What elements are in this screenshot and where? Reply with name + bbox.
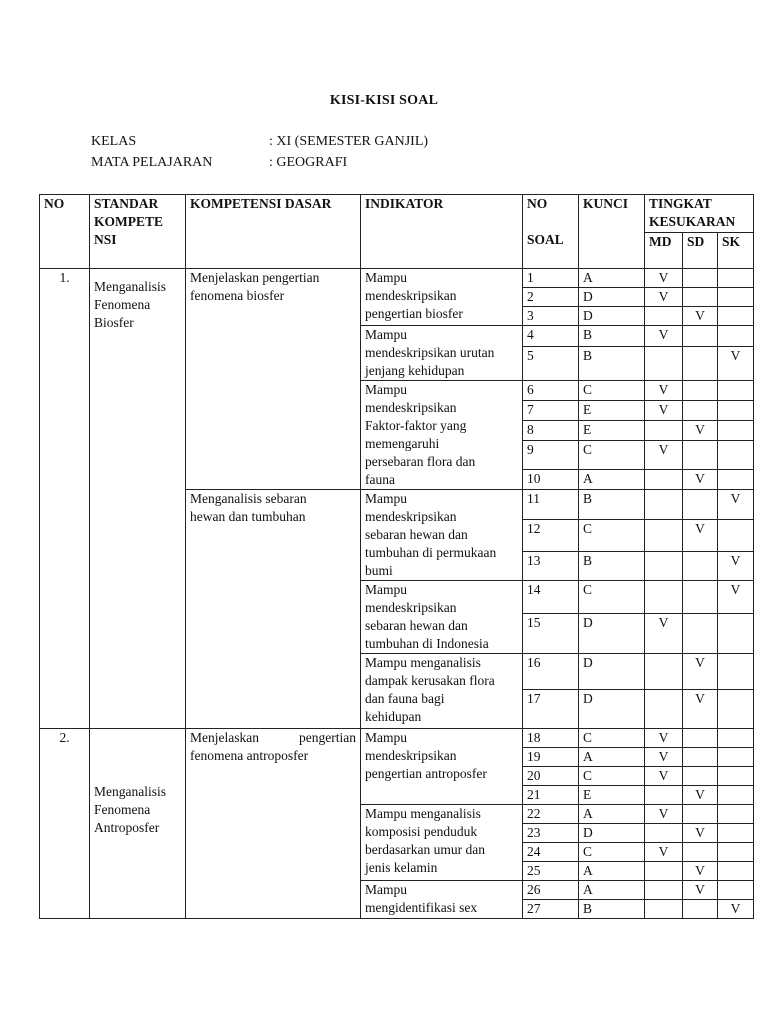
kunci-cell: D	[579, 690, 645, 729]
sk-cell	[718, 824, 754, 843]
sd-cell	[683, 767, 718, 786]
indikator	[361, 881, 523, 919]
text-line: Mampu	[365, 730, 407, 745]
md-cell: V	[645, 326, 683, 347]
kunci-cell: B	[579, 326, 645, 347]
indikator	[361, 654, 523, 729]
no-soal-cell: 15	[523, 613, 579, 653]
table-row	[40, 729, 754, 748]
no-soal-cell: 13	[523, 552, 579, 581]
text-line: mengidentifikasi sex	[365, 900, 478, 915]
text-line: Antroposfer	[94, 820, 160, 835]
kunci-cell: C	[579, 381, 645, 401]
kunci-cell: C	[579, 519, 645, 551]
sk-cell	[718, 767, 754, 786]
kunci-cell: E	[579, 786, 645, 805]
text-line: Fenomena	[94, 297, 151, 312]
kunci-cell: D	[579, 307, 645, 326]
sk-cell	[718, 326, 754, 347]
kunci-cell: E	[579, 421, 645, 441]
sk-cell	[718, 307, 754, 326]
kunci-cell: D	[579, 824, 645, 843]
text-line: sebaran hewan dan	[365, 527, 468, 542]
no-soal-cell: 14	[523, 581, 579, 614]
kunci-cell: B	[579, 900, 645, 919]
sd-cell	[683, 326, 718, 347]
sk-cell: V	[718, 346, 754, 380]
text-line: mendeskripsikan	[365, 400, 457, 415]
no-soal-cell: 11	[523, 490, 579, 520]
header-standar-kompetensi: STANDAR KOMPETE NSI	[90, 195, 186, 269]
sk-cell: V	[718, 490, 754, 520]
sk-cell	[718, 288, 754, 307]
no-soal-cell: 9	[523, 441, 579, 470]
meta-mata-pelajaran	[91, 155, 347, 171]
text-line: komposisi penduduk	[365, 824, 478, 839]
sd-cell	[683, 805, 718, 824]
kunci-cell: C	[579, 581, 645, 614]
sk-cell	[718, 786, 754, 805]
text-line: pengertian biosfer	[365, 306, 463, 321]
sd-cell	[683, 441, 718, 470]
md-cell: V	[645, 843, 683, 862]
sk-cell	[718, 519, 754, 551]
no-soal-cell: 24	[523, 843, 579, 862]
text-line: Menjelaskan pengertian	[190, 730, 356, 745]
sk-cell	[718, 843, 754, 862]
standar-kompetensi	[90, 269, 186, 729]
sd-cell: V	[683, 469, 718, 489]
md-cell	[645, 900, 683, 919]
header-tingkat-kesukaran: TINGKAT KESUKARAN	[645, 195, 754, 233]
no-soal-cell: 8	[523, 421, 579, 441]
kompetensi-dasar	[186, 490, 361, 729]
sd-cell: V	[683, 307, 718, 326]
text-line: Mampu	[365, 582, 407, 597]
text-line: dan fauna bagi	[365, 691, 445, 706]
text-line: jenjang kehidupan	[365, 363, 465, 378]
text-line: Faktor-faktor yang	[365, 418, 467, 433]
no-soal-cell: 23	[523, 824, 579, 843]
header-md: MD	[645, 233, 683, 269]
md-cell	[645, 824, 683, 843]
kunci-cell: C	[579, 729, 645, 748]
sd-cell: V	[683, 519, 718, 551]
text-line: Mampu	[365, 270, 407, 285]
md-cell	[645, 690, 683, 729]
indikator	[361, 381, 523, 490]
md-cell	[645, 421, 683, 441]
text-line: Mampu	[365, 382, 407, 397]
standar-kompetensi	[90, 729, 186, 919]
no-soal-cell: 21	[523, 786, 579, 805]
sd-cell: V	[683, 690, 718, 729]
kunci-cell: D	[579, 654, 645, 690]
text-line: sebaran hewan dan	[365, 618, 468, 633]
md-cell: V	[645, 401, 683, 421]
sk-cell	[718, 729, 754, 748]
sd-cell	[683, 581, 718, 614]
sd-cell	[683, 613, 718, 653]
kunci-cell: D	[579, 288, 645, 307]
text-line: tumbuhan di permukaan	[365, 545, 497, 560]
text-line: mendeskripsikan	[365, 509, 457, 524]
no-soal-cell: 26	[523, 881, 579, 900]
md-cell	[645, 519, 683, 551]
no-soal-cell: 10	[523, 469, 579, 489]
kunci-cell: C	[579, 767, 645, 786]
no-soal-cell: 25	[523, 862, 579, 881]
text-line: Mampu menganalisis	[365, 655, 481, 670]
text-line: Mampu	[365, 491, 407, 506]
header-kunci: KUNCI	[579, 195, 645, 269]
document-title: KISI-KISI SOAL	[329, 93, 439, 108]
text-line: persebaran flora dan	[365, 454, 476, 469]
sd-cell	[683, 843, 718, 862]
header-indikator: INDIKATOR	[361, 195, 523, 269]
text-line: Mampu	[365, 882, 407, 897]
text-line: mendeskripsikan	[365, 748, 457, 763]
sk-cell	[718, 269, 754, 288]
kunci-cell: A	[579, 881, 645, 900]
sk-cell	[718, 690, 754, 729]
text-line: Mampu menganalisis	[365, 806, 481, 821]
group-number: 1.	[40, 269, 90, 729]
md-cell: V	[645, 767, 683, 786]
md-cell	[645, 552, 683, 581]
sd-cell	[683, 269, 718, 288]
kunci-cell: A	[579, 805, 645, 824]
md-cell: V	[645, 729, 683, 748]
no-soal-cell: 12	[523, 519, 579, 551]
indikator	[361, 326, 523, 381]
text-line: mendeskripsikan urutan	[365, 345, 495, 360]
text-line: fauna	[365, 472, 395, 487]
md-cell	[645, 881, 683, 900]
no-soal-cell: 18	[523, 729, 579, 748]
sd-cell: V	[683, 786, 718, 805]
sd-cell	[683, 900, 718, 919]
sk-cell	[718, 441, 754, 470]
sd-cell	[683, 748, 718, 767]
sk-cell	[718, 881, 754, 900]
text-line: hewan dan tumbuhan	[190, 509, 306, 524]
mapel-label: MATA PELAJARAN	[91, 155, 213, 170]
sk-cell	[718, 381, 754, 401]
kelas-value: : XI (SEMESTER GANJIL)	[269, 134, 429, 149]
no-soal-cell: 27	[523, 900, 579, 919]
text-line: bumi	[365, 563, 393, 578]
kisi-kisi-table	[39, 194, 754, 919]
md-cell	[645, 346, 683, 380]
kunci-cell: A	[579, 862, 645, 881]
indikator	[361, 729, 523, 805]
md-cell	[645, 786, 683, 805]
text-line: Biosfer	[94, 315, 134, 330]
sd-cell	[683, 490, 718, 520]
sk-cell	[718, 654, 754, 690]
md-cell	[645, 307, 683, 326]
no-soal-cell: 6	[523, 381, 579, 401]
sd-cell: V	[683, 421, 718, 441]
kunci-cell: B	[579, 490, 645, 520]
text-line: mendeskripsikan	[365, 600, 457, 615]
md-cell: V	[645, 805, 683, 824]
header-kompetensi-dasar: KOMPETENSI DASAR	[186, 195, 361, 269]
no-soal-cell: 19	[523, 748, 579, 767]
kunci-cell: A	[579, 269, 645, 288]
no-soal-cell: 20	[523, 767, 579, 786]
no-soal-cell: 17	[523, 690, 579, 729]
text-line: dampak kerusakan flora	[365, 673, 495, 688]
text-line: Menganalisis sebaran	[190, 491, 307, 506]
kompetensi-dasar	[186, 269, 361, 490]
kunci-cell: B	[579, 552, 645, 581]
sd-cell	[683, 552, 718, 581]
sk-cell: V	[718, 581, 754, 614]
md-cell	[645, 469, 683, 489]
text-line: fenomena antroposfer	[190, 748, 309, 763]
no-soal-cell: 1	[523, 269, 579, 288]
kelas-label: KELAS	[91, 134, 137, 149]
header-no: NO	[40, 195, 90, 269]
text-line: Mampu	[365, 327, 407, 342]
text-line: memengaruhi	[365, 436, 440, 451]
md-cell	[645, 654, 683, 690]
md-cell: V	[645, 748, 683, 767]
sd-cell	[683, 288, 718, 307]
text-line: Fenomena	[94, 802, 151, 817]
text-line: jenis kelamin	[365, 860, 438, 875]
sk-cell	[718, 421, 754, 441]
sk-cell: V	[718, 900, 754, 919]
table-row	[40, 269, 754, 288]
no-soal-cell: 22	[523, 805, 579, 824]
md-cell: V	[645, 381, 683, 401]
text-line: Menganalisis	[94, 784, 166, 799]
sk-cell	[718, 862, 754, 881]
no-soal-cell: 16	[523, 654, 579, 690]
text-line: Menjelaskan pengertian	[190, 270, 320, 285]
sk-cell	[718, 748, 754, 767]
no-soal-cell: 4	[523, 326, 579, 347]
md-cell: V	[645, 269, 683, 288]
indikator	[361, 805, 523, 881]
group-number: 2.	[40, 729, 90, 919]
text-line: Menganalisis	[94, 279, 166, 294]
sk-cell	[718, 469, 754, 489]
text-line: pengertian antroposfer	[365, 766, 487, 781]
sd-cell	[683, 729, 718, 748]
sk-cell	[718, 613, 754, 653]
mapel-value: : GEOGRAFI	[269, 155, 348, 170]
sd-cell: V	[683, 862, 718, 881]
text-line: fenomena biosfer	[190, 288, 285, 303]
indikator	[361, 581, 523, 654]
md-cell	[645, 490, 683, 520]
sk-cell	[718, 805, 754, 824]
no-soal-cell: 7	[523, 401, 579, 421]
kunci-cell: A	[579, 748, 645, 767]
header-sd: SD	[683, 233, 718, 269]
sd-cell: V	[683, 824, 718, 843]
kunci-cell: A	[579, 469, 645, 489]
header-no-soal: NO SOAL	[523, 195, 579, 269]
indikator	[361, 490, 523, 581]
no-soal-cell: 5	[523, 346, 579, 380]
text-line: mendeskripsikan	[365, 288, 457, 303]
header-sk: SK	[718, 233, 754, 269]
indikator	[361, 269, 523, 326]
text-line: berdasarkan umur dan	[365, 842, 485, 857]
sd-cell	[683, 381, 718, 401]
kompetensi-dasar	[186, 729, 361, 919]
kunci-cell: C	[579, 441, 645, 470]
md-cell: V	[645, 441, 683, 470]
text-line: tumbuhan di Indonesia	[365, 636, 489, 651]
sd-cell	[683, 401, 718, 421]
kunci-cell: C	[579, 843, 645, 862]
sk-cell: V	[718, 552, 754, 581]
md-cell: V	[645, 613, 683, 653]
sk-cell	[718, 401, 754, 421]
kunci-cell: B	[579, 346, 645, 380]
no-soal-cell: 3	[523, 307, 579, 326]
text-line: kehidupan	[365, 709, 422, 724]
kunci-cell: E	[579, 401, 645, 421]
header-row-1	[40, 195, 754, 233]
md-cell	[645, 581, 683, 614]
meta-kelas	[91, 134, 428, 150]
md-cell	[645, 862, 683, 881]
sd-cell	[683, 346, 718, 380]
kunci-cell: D	[579, 613, 645, 653]
no-soal-cell: 2	[523, 288, 579, 307]
sd-cell: V	[683, 654, 718, 690]
md-cell: V	[645, 288, 683, 307]
sd-cell: V	[683, 881, 718, 900]
